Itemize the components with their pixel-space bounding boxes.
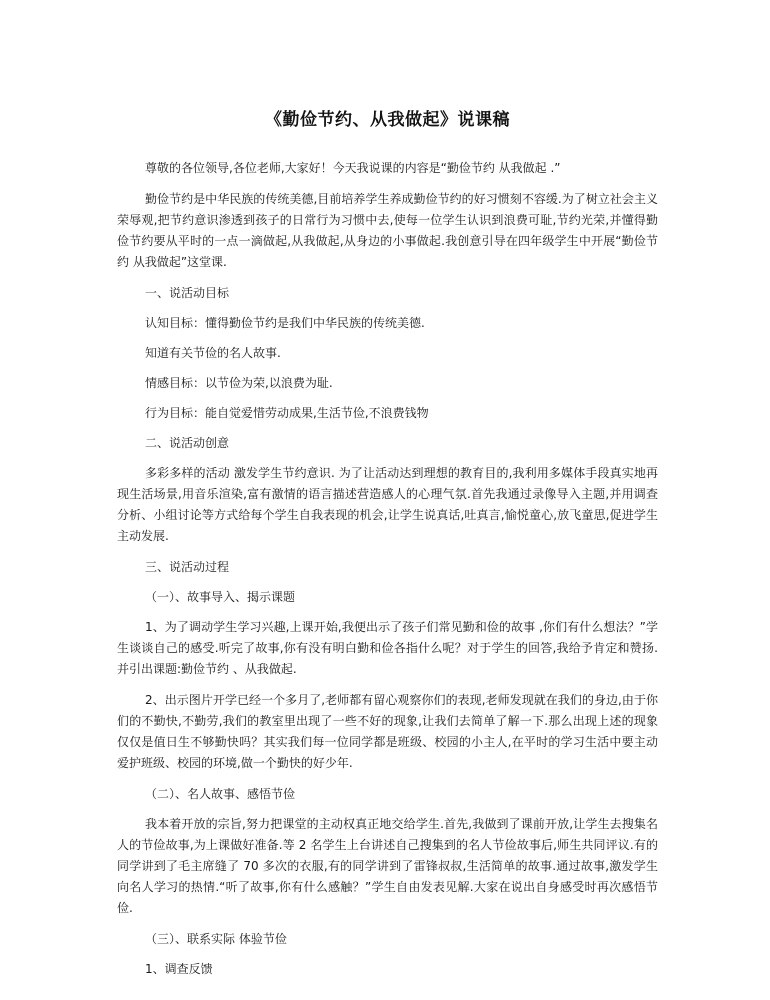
paragraph-survey-feedback: 1、调查反馈	[145, 962, 213, 976]
subsection-heading-famous-stories: （二）、名人故事、感悟节俭	[145, 787, 296, 801]
paragraph-creativity: 多彩多样的活动 激发学生节约意识. 为了让活动达到理想的教育目的,我利用多媒体手段真实地再现生活场景,用音乐渲染,富有激情的语言描述营造感人的心理气氛.首先我通过录像导入主题,并用调查分析、小组讨论等方式给每个学生自我表现的机会,让学生说真话,吐真言,愉悦童心,放飞童思,促进学生主动发展.	[117, 466, 658, 543]
paragraph-process-step-1: 1、为了调动学生学习兴趣,上课开始,我便出示了孩子们常见勤和俭的故事 ,你们有什么想法？”学生谈谈自己的感受.听完了故事,你有没有明白勤和俭各指什么呢？对于学生的回答,我给予肯定和赞扬.并引出课题:勤俭节约 、从我做起.	[117, 620, 658, 676]
section-heading-creativity: 二、说活动创意	[145, 436, 230, 450]
paragraph-famous-stories-detail: 我本着开放的宗旨,努力把课堂的主动权真正地交给学生.首先,我做到了课前开放,让学生去搜集名人的节俭故事,为上课做好准备.等 2 名学生上台讲述自己搜集到的名人节俭故事后,师生共同评议.有的同学讲到了毛主席缝了 70 多次的衣服,有的同学讲到了雷锋叔叔,生活简单的故事.通过故事,激发学生向名人学习的热情.“听了故事,你有什么感触？”学生自由发表见解.大家在说出自身感受时再次感悟节俭.	[117, 817, 658, 915]
paragraph-cognitive-goal: 认知目标：懂得勤俭节约是我们中华民族的传统美德.	[145, 316, 425, 330]
subsection-heading-practice: （三）、联系实际 体验节俭	[145, 932, 287, 946]
paragraph-famous-stories: 知道有关节俭的名人故事.	[145, 346, 281, 360]
document-title: 《勤俭节约、从我做起》说课稿	[265, 110, 510, 130]
paragraph-emotional-goal: 情感目标：以节俭为荣,以浪费为耻.	[145, 376, 333, 390]
section-heading-goals: 一、说活动目标	[145, 286, 230, 300]
paragraph-intro: 勤俭节约是中华民族的传统美德,目前培养学生养成勤俭节约的好习惯刻不容缓.为了树立社会主义荣辱观,把节约意识渗透到孩子的日常行为习惯中去,使每一位学生认识到浪费可耻,节约光荣,并懂得勤俭节约要从平时的一点一滴做起,从我做起,从身边的小事做起.我创意引导在四年级学生中开展“勤俭节约 从我做起”这堂课.	[117, 192, 658, 269]
paragraph-process-step-2: 2、出示图片开学已经一个多月了,老师都有留心观察你们的表现,老师发现就在我们的身边,由于你们的不勤快,不勤劳,我们的教室里出现了一些不好的现象,让我们去简单了解一下.那么出现上述的现象仅仅是值日生不够勤快吗？其实我们每一位同学都是班级、校园的小主人,在平时的学习生活中要主动爱护班级、校园的环境,做一个勤快的好少年.	[117, 693, 658, 770]
paragraph-greeting: 尊敬的各位领导,各位老师,大家好！今天我说课的内容是“勤俭节约 从我做起 .”	[145, 161, 561, 175]
subsection-heading-story-intro: （一）、故事导入、揭示课题	[145, 590, 296, 604]
paragraph-behavior-goal: 行为目标：能自觉爱惜劳动成果,生活节俭,不浪费钱物	[145, 406, 429, 420]
section-heading-process: 三、说活动过程	[145, 560, 230, 574]
